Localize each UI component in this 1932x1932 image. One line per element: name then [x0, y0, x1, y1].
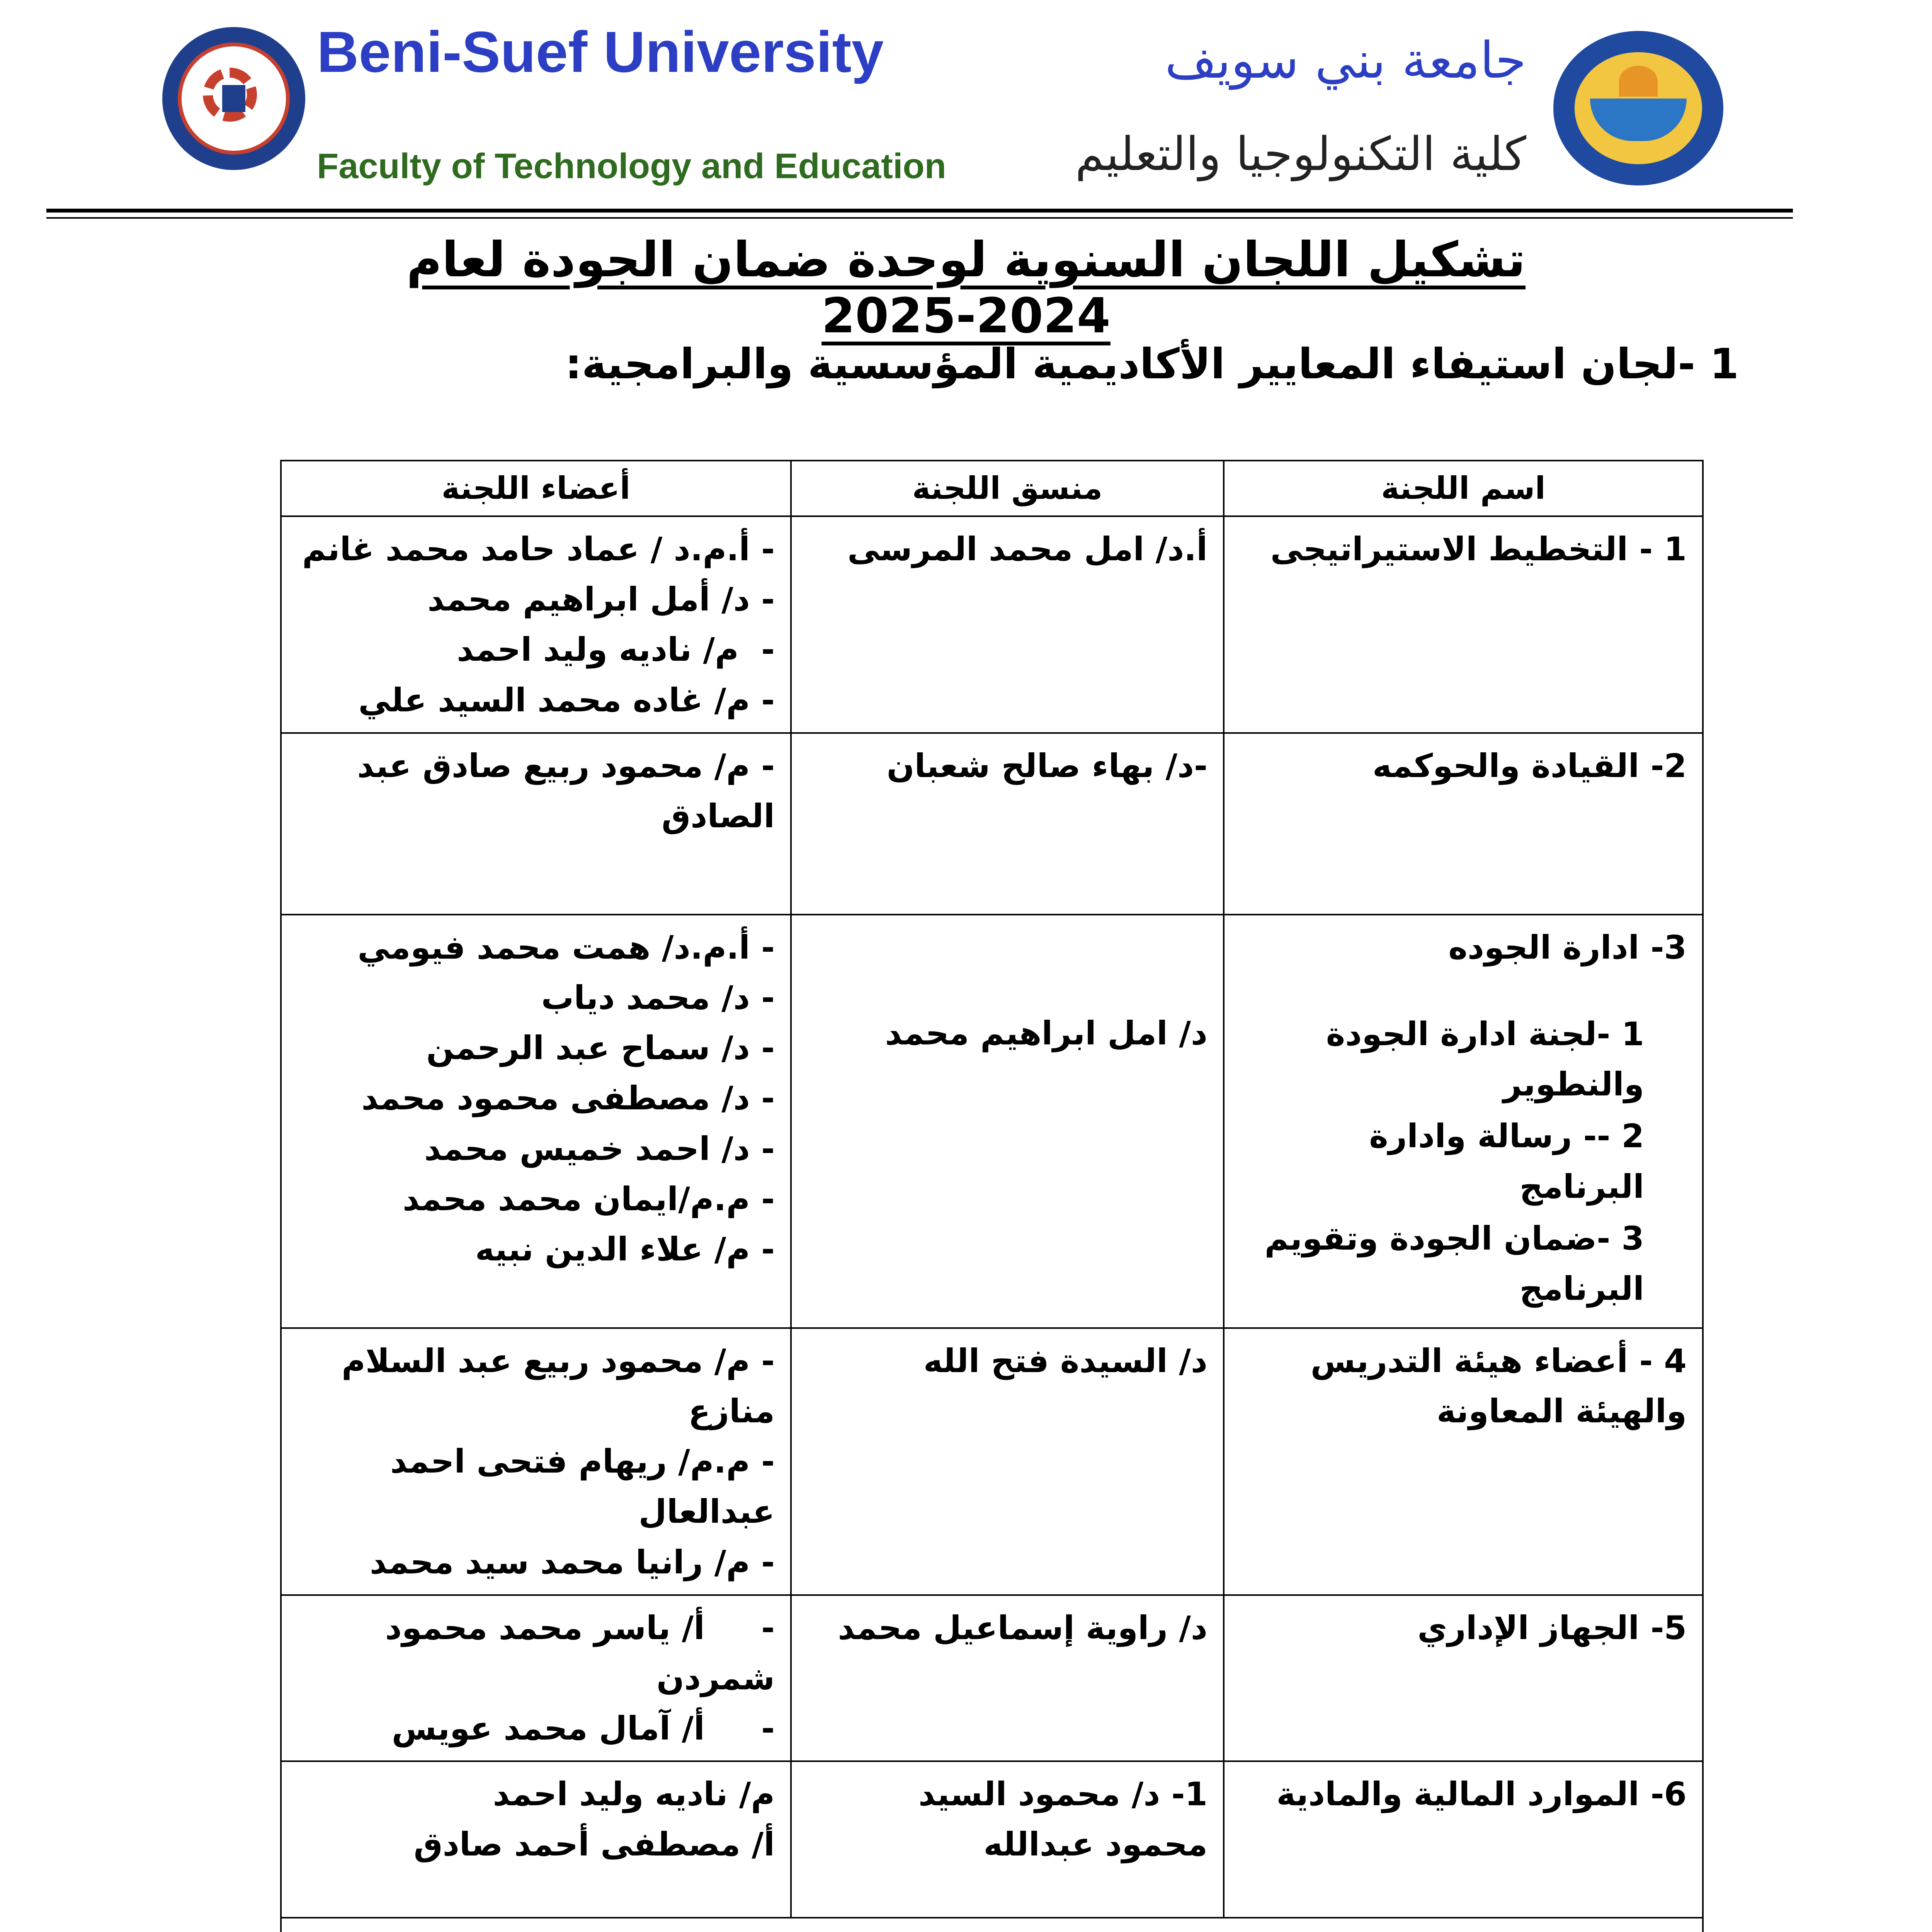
header-rule-thin: [46, 217, 1793, 219]
header-en-faculty: Faculty of Technology and Education: [317, 146, 946, 186]
page-title: تشكيل اللجان السنوية لوحدة ضمان الجودة لعام 2024-2025: [406, 232, 1526, 344]
committee-name: 6- الموارد المالية والمادية: [1224, 1761, 1703, 1918]
sub-committee: 1 -لجنة ادارة الجودة والنطوير: [1326, 1015, 1644, 1104]
member: - أ.م.د / عماد حامد محمد غانم: [302, 530, 775, 568]
faculty-logo: [162, 27, 305, 170]
committee-members: [281, 516, 791, 733]
table-row: [281, 1328, 1703, 1595]
member: - د/ أمل ابراهيم محمد: [427, 580, 775, 619]
section-heading: 1 -لجان استيفاء المعايير الأكاديمية المؤسسية والبرامجية:: [565, 340, 1739, 388]
committee-name: 1 - التخطيط الاستيراتيجى: [1224, 516, 1703, 733]
committee-name: 4 - أعضاء هيئة التدريس والهيئة المعاونة: [1224, 1328, 1703, 1595]
header-rule-thick: [46, 209, 1793, 213]
member: - أ.م.د/ همت محمد فيومي: [357, 928, 775, 966]
header-committee-name: اسم اللجنة: [1224, 461, 1703, 516]
committee-members: [281, 1761, 791, 1918]
member: - د/ احمد خميس محمد: [424, 1129, 775, 1168]
member: - م/ غاده محمد السيد علي: [358, 681, 775, 719]
header-coordinator: منسق اللجنة: [791, 461, 1224, 516]
committee-name: 2- القيادة والحوكمه: [1224, 733, 1703, 915]
committees-table: [280, 460, 1704, 1932]
member: م/ ناديه وليد احمد: [493, 1775, 775, 1813]
committee-members: [281, 1328, 791, 1595]
committee-title: 3- ادارة الجوده: [1448, 928, 1687, 966]
member: - أ/ ياسر محمد محمود شمردن: [374, 1609, 775, 1697]
member: - م/ محمود ربيع صادق عبد الصادق: [346, 747, 775, 835]
table-row: [281, 516, 1703, 733]
table-row: [281, 1595, 1703, 1762]
sub-committee: 3 -ضمان الجودة وتقويم البرنامج: [1264, 1219, 1644, 1308]
table-row: [281, 915, 1703, 1328]
committee-coordinator: أ.د/ امل محمد المرسى: [791, 516, 1224, 733]
committee-coordinator: -د/ بهاء صالح شعبان: [791, 733, 1224, 915]
header-members: أعضاء اللجنة: [281, 461, 791, 516]
member: - م/ رانيا محمد سيد محمد: [369, 1543, 775, 1581]
header-ar-university: جامعة بني سويف: [1165, 31, 1526, 90]
committee-members: [281, 1595, 791, 1762]
member: - د/ محمد دياب: [541, 978, 775, 1017]
committee-name: [1224, 915, 1703, 1328]
table-row: [281, 1761, 1703, 1918]
committee-coordinator: 1- د/ محمود السيد محمود عبدالله: [791, 1761, 1224, 1918]
member: - أ/ آمال محمد عويس: [391, 1709, 775, 1748]
committee-name: 5- الجهاز الإداري: [1224, 1595, 1703, 1762]
member: - م/ علاء الدين نبيه: [475, 1230, 775, 1268]
table-span-row: [281, 1918, 1703, 1932]
header-ar-faculty: كلية التكنولوجيا والتعليم: [1075, 128, 1526, 181]
committee-coordinator: د/ امل ابراهيم محمد: [791, 915, 1224, 1328]
committee-members: [281, 915, 791, 1328]
member: - د/ سماح عبد الرحمن: [426, 1029, 775, 1067]
committee-coordinator: د/ راوية إسماعيل محمد: [791, 1595, 1224, 1762]
header-en-university: Beni-Suef University: [317, 19, 884, 84]
member: أ/ مصطفى أحمد صادق: [413, 1825, 775, 1864]
committee-members: [281, 733, 791, 915]
university-logo: [1553, 31, 1723, 185]
member: - م/ محمود ربيع عبد السلام منازع: [330, 1342, 775, 1430]
section-7-title: [281, 1918, 1703, 1932]
table-header-row: [281, 461, 1703, 516]
member: - م/ ناديه وليد احمد: [457, 631, 775, 669]
committee-coordinator: د/ السيدة فتح الله: [791, 1328, 1224, 1595]
member: - م.م/ ريهام فتحى احمد عبدالعال: [379, 1442, 775, 1531]
member: - م.م/ايمان محمد محمد: [403, 1180, 775, 1218]
sub-committee: 2 -- رسالة وادارة البرنامج: [1369, 1117, 1644, 1206]
member: - د/ مصطفى محمود محمد: [361, 1079, 775, 1117]
table-row: [281, 733, 1703, 915]
